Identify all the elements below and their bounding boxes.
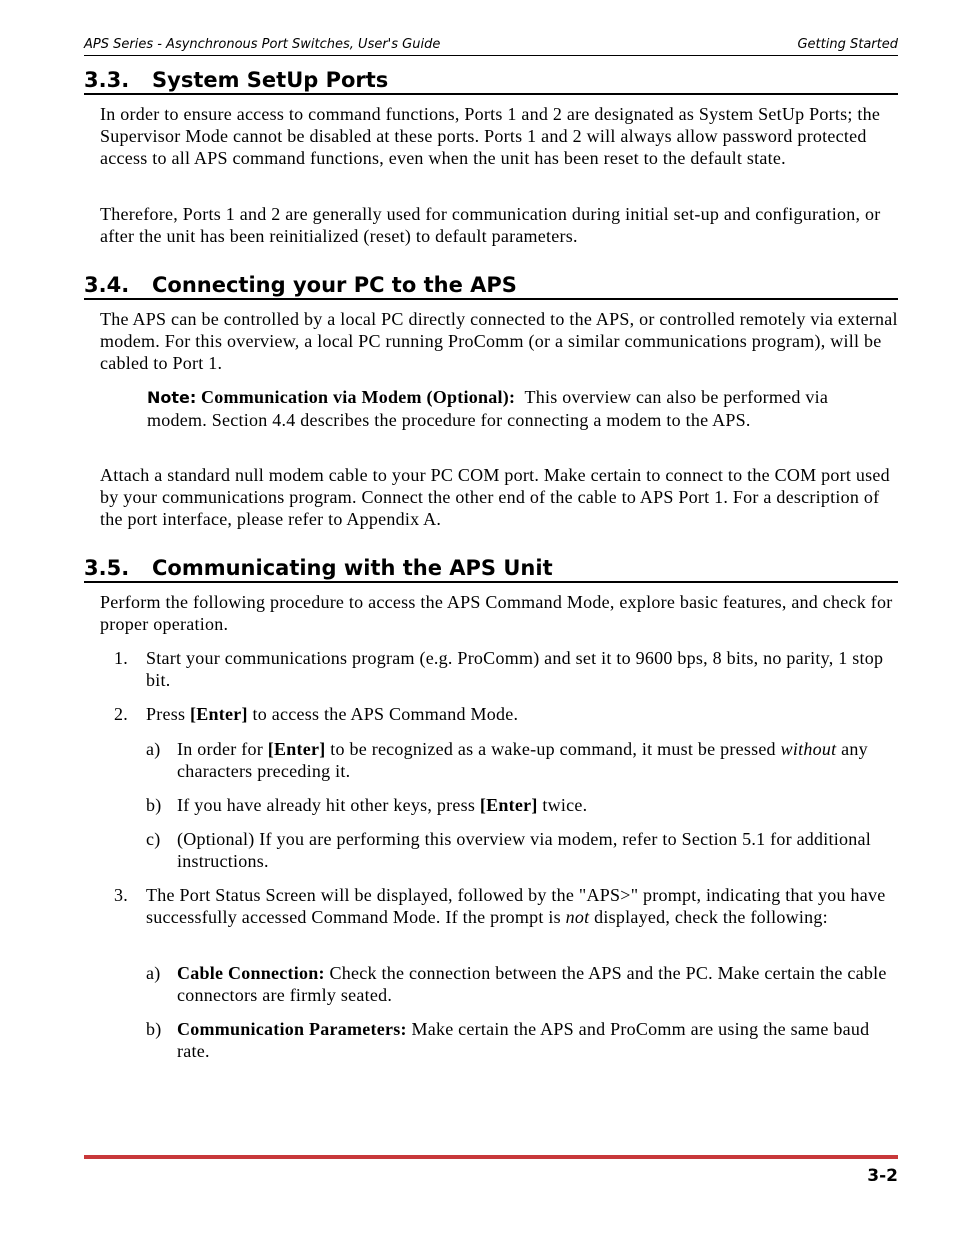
running-header bbox=[84, 37, 898, 56]
list-marker: b) bbox=[146, 795, 162, 815]
paragraph: In order to ensure access to command functions, Ports 1 and 2 are designated as System SetUp Ports; the Supervisor Mode cannot be disabled at these ports. Ports 1 and 2 will always allow password protected access to all APS command functions, even when the unit has been reset to the default state. bbox=[100, 104, 881, 168]
item-label: Communication Parameters: bbox=[177, 1019, 407, 1039]
list-item-text: In order for [Enter] to be recognized as a wake-up command, it must be pressed without any characters preceding it. bbox=[177, 739, 868, 781]
paragraph: Therefore, Ports 1 and 2 are generally used for communication during initial set-up and configuration, or after the unit has been reinitialized (reset) to default parameters. bbox=[100, 204, 881, 246]
note-label: Note: bbox=[147, 388, 197, 407]
footer-rule bbox=[84, 1155, 898, 1159]
section-title: Connecting your PC to the APS bbox=[152, 273, 517, 297]
header-chapter-title: Getting Started bbox=[797, 37, 898, 52]
list-item-text: (Optional) If you are performing this overview via modem, refer to Section 5.1 for additional instructions. bbox=[177, 829, 872, 871]
section-number: 3.3. bbox=[84, 68, 130, 92]
list-marker: c) bbox=[146, 829, 161, 849]
list-marker: 1. bbox=[114, 648, 128, 668]
section-title: System SetUp Ports bbox=[152, 68, 389, 92]
section-number: 3.4. bbox=[84, 273, 130, 297]
section-heading-3-5 bbox=[84, 555, 898, 583]
list-item-text: Communication Parameters: Make certain the APS and ProComm are using the same baud rate. bbox=[177, 1019, 870, 1061]
key-name: [Enter] bbox=[479, 795, 538, 815]
paragraph: Attach a standard null modem cable to your PC COM port. Make certain to connect to the COM port used by your communications program. Connect the other end of the cable to APS Port 1. For a description of the port interface, please refer to Appendix A. bbox=[100, 465, 890, 529]
note-text: This overview can also be performed via modem. Section 4.4 describes the procedure for connecting a modem to the APS. bbox=[147, 387, 829, 430]
list-item-text: Cable Connection: Check the connection between the APS and the PC. Make certain the cable connectors are firmly seated. bbox=[177, 963, 887, 1005]
list-marker: 2. bbox=[114, 704, 128, 724]
emphasis: without bbox=[780, 739, 837, 759]
paragraph: Perform the following procedure to access the APS Command Mode, explore basic features, and check for proper operation. bbox=[100, 592, 893, 634]
list-item-text: The Port Status Screen will be displayed, followed by the "APS>" prompt, indicating that you have successfully accessed Command Mode. If the prompt is not displayed, check the following: bbox=[146, 885, 886, 927]
list-marker: a) bbox=[146, 963, 161, 983]
section-title: Communicating with the APS Unit bbox=[152, 556, 553, 580]
note-heading: Communication via Modem (Optional): bbox=[201, 387, 516, 407]
header-guide-title: APS Series - Asynchronous Port Switches, User's Guide bbox=[84, 37, 441, 52]
list-marker: 3. bbox=[114, 885, 128, 905]
list-marker: b) bbox=[146, 1019, 162, 1039]
section-number: 3.5. bbox=[84, 556, 130, 580]
section-heading-3-3 bbox=[84, 67, 898, 95]
list-item-text: Press [Enter] to access the APS Command Mode. bbox=[146, 704, 519, 724]
page-number: 3-2 bbox=[867, 1166, 898, 1186]
list-item-text: Start your communications program (e.g. ProComm) and set it to 9600 bps, 8 bits, no parity, 1 stop bit. bbox=[146, 648, 884, 690]
key-name: [Enter] bbox=[267, 739, 326, 759]
section-heading-3-4 bbox=[84, 272, 898, 300]
emphasis: not bbox=[565, 907, 590, 927]
item-label: Cable Connection: bbox=[177, 963, 325, 983]
note-block bbox=[147, 386, 867, 431]
paragraph: The APS can be controlled by a local PC directly connected to the APS, or controlled remotely via external modem. For this overview, a local PC running ProComm (or a similar communications program), will be cabled to Port 1. bbox=[100, 309, 898, 373]
key-name: [Enter] bbox=[190, 704, 248, 724]
list-marker: a) bbox=[146, 739, 161, 759]
list-item-text: If you have already hit other keys, press [Enter] twice. bbox=[177, 795, 588, 815]
